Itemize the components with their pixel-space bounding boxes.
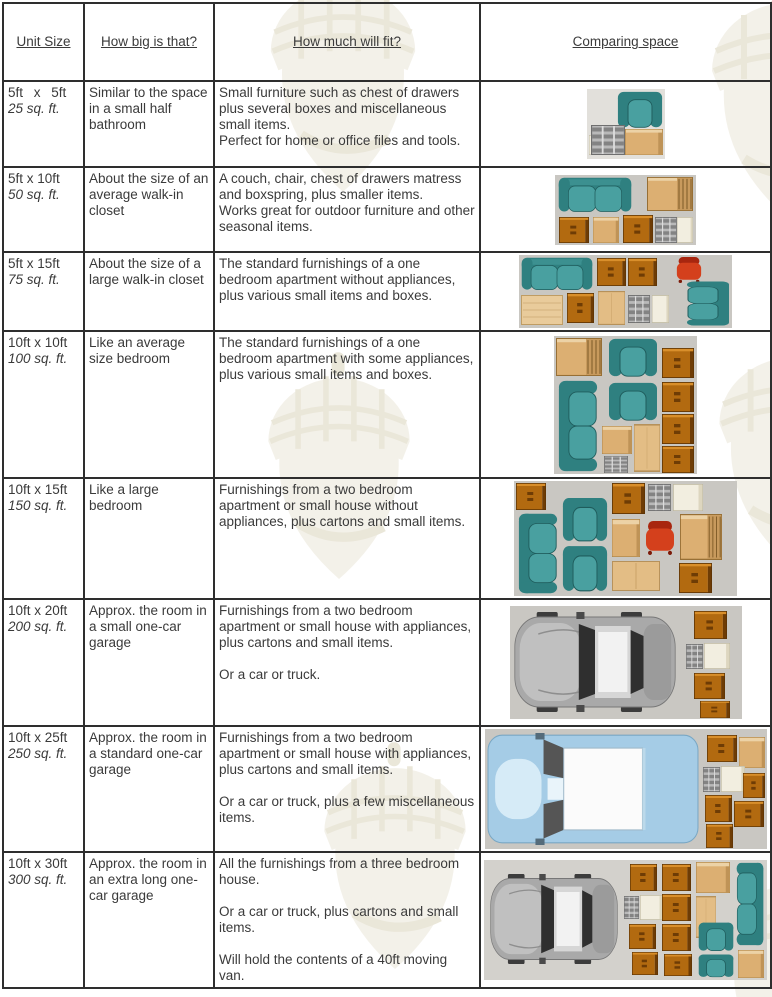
how-big-cell: Approx. the room in an extra long one-car garage (84, 852, 214, 988)
moving-box-icon (632, 952, 658, 975)
comparing-space-cell (480, 852, 771, 988)
carton-icon (696, 862, 730, 893)
moving-box-icon (628, 258, 657, 286)
moving-box-icon (559, 217, 589, 243)
header-row (3, 3, 771, 81)
how-big-cell: Similar to the space in a small half bathroom (84, 81, 214, 167)
moving-box-icon (743, 773, 765, 798)
moving-box-icon (567, 293, 594, 323)
moving-box-icon (679, 563, 712, 593)
floorplan-10x30-image (484, 860, 767, 980)
how-much-fit-cell (214, 726, 480, 852)
moving-box-icon (623, 215, 653, 243)
carton-icon (738, 950, 764, 978)
floorplan-10x10-image (554, 336, 697, 474)
how-big-cell: About the size of a large walk-in closet (84, 252, 214, 331)
moving-box-icon (706, 824, 733, 848)
carton-icon (739, 737, 765, 768)
storage-box-icon (677, 217, 693, 242)
fit-paragraph: Furnishings from a two bedroom apartment or small house without appliances, plus cartons and small items. (219, 482, 466, 529)
unit-size-value: 10ft x 20ft (8, 603, 68, 618)
unit-area-value: 50 sq. ft. (8, 187, 60, 202)
how-much-fit-cell (214, 81, 480, 167)
header-how-much-fit (214, 3, 480, 81)
comparing-space-cell (480, 252, 771, 331)
table-row (3, 81, 771, 167)
floorplan-10x15-image (514, 481, 737, 596)
comparing-space-cell (480, 726, 771, 852)
unit-size-value: 10ft x 25ft (8, 730, 68, 745)
table-row (3, 331, 771, 478)
unit-size-cell (3, 726, 84, 852)
moving-box-icon (662, 414, 694, 444)
unit-size-cell (3, 478, 84, 599)
unit-size-comparison-table (2, 2, 772, 989)
chest-of-drawers-icon (624, 896, 639, 918)
fit-paragraph: Furnishings from a two bedroom apartment or small house with appliances, plus cartons and small items. (219, 730, 472, 777)
how-much-fit-cell (214, 167, 480, 252)
floorplan-5x5-image (587, 89, 665, 159)
unit-area-value: 25 sq. ft. (8, 101, 60, 116)
unit-size-cell (3, 331, 84, 478)
moving-box-icon (705, 795, 732, 822)
how-much-fit-cell (214, 852, 480, 988)
comparing-space-cell (480, 331, 771, 478)
header-label: Comparing space (572, 34, 679, 49)
moving-box-icon (694, 673, 725, 699)
fit-paragraph: Or a car or truck, plus cartons and small items. (219, 904, 459, 935)
table-icon (612, 562, 659, 591)
sofa-icon (522, 258, 593, 290)
comparing-space-cell (480, 478, 771, 599)
fit-paragraph: A couch, chair, chest of drawers matress and boxspring, plus smaller items. (219, 171, 462, 202)
moving-box-icon (734, 801, 764, 827)
chest-of-drawers-icon (628, 295, 649, 322)
unit-size-cell (3, 852, 84, 988)
unit-area-value: 200 sq. ft. (8, 619, 68, 634)
carton-icon (625, 129, 663, 155)
table-icon (598, 292, 624, 325)
unit-size-value: 10ft x 10ft (8, 335, 68, 350)
armchair-icon (609, 382, 657, 419)
header-how-big (84, 3, 214, 81)
moving-box-icon (662, 864, 691, 891)
chest-of-drawers-icon (686, 644, 702, 668)
floorplan-10x25-image (485, 729, 767, 849)
fit-paragraph: Or a car or truck, plus a few miscellaneous items. (219, 794, 475, 825)
how-much-fit-cell (214, 478, 480, 599)
how-big-cell: Like an average size bedroom (84, 331, 214, 478)
sofa-icon (559, 177, 632, 211)
armchair-icon (699, 923, 734, 951)
moving-box-icon (629, 924, 656, 949)
table-row (3, 478, 771, 599)
unit-area-value: 100 sq. ft. (8, 351, 68, 366)
comparing-space-cell (480, 599, 771, 726)
header-label: How big is that? (100, 34, 198, 49)
header-label: How much will fit? (292, 34, 402, 49)
moving-box-icon (662, 894, 691, 921)
armchair-icon (609, 338, 657, 375)
storage-box-icon (673, 484, 702, 510)
carton-icon (602, 426, 632, 454)
unit-size-cell (3, 599, 84, 726)
car-icon (491, 874, 618, 964)
fit-paragraph: Will hold the contents of a 40ft moving van. (219, 952, 448, 983)
unit-size-cell (3, 167, 84, 252)
chair-icon (677, 257, 701, 283)
armchair-icon (617, 92, 661, 127)
storage-box-icon (721, 766, 744, 791)
unit-area-value: 300 sq. ft. (8, 872, 68, 887)
comparing-space-cell (480, 81, 771, 167)
moving-box-icon (516, 483, 546, 510)
unit-size-value: 5ft x 10ft (8, 171, 60, 186)
chest-of-drawers-icon (648, 484, 670, 510)
how-much-fit-cell (214, 252, 480, 331)
chest-of-drawers-icon (591, 126, 624, 155)
unit-area-value: 150 sq. ft. (8, 498, 68, 513)
header-unit-size (3, 3, 84, 81)
chest-of-drawers-icon (655, 217, 676, 242)
storage-box-icon (704, 643, 729, 668)
unit-area-value: 250 sq. ft. (8, 746, 68, 761)
chest-of-drawers-icon (703, 767, 719, 791)
unit-size-value: 5ft x 15ft (8, 256, 60, 271)
table-row (3, 252, 771, 331)
armchair-icon (563, 498, 607, 541)
unit-size-cell (3, 252, 84, 331)
header-comparing-space (480, 3, 771, 81)
moving-box-icon (707, 735, 737, 762)
fit-paragraph: Or a car or truck. (219, 667, 321, 682)
unit-size-value: 10ft x 15ft (8, 482, 68, 497)
how-big-cell: Approx. the room in a standard one-car garage (84, 726, 214, 852)
fit-paragraph: All the furnishings from a three bedroom house. (219, 856, 460, 887)
how-much-fit-cell (214, 599, 480, 726)
chest-of-drawers-icon (604, 456, 627, 472)
cabinet-icon (648, 177, 693, 210)
storage-box-icon (652, 295, 669, 322)
table-row (3, 726, 771, 852)
moving-box-icon (662, 446, 694, 473)
carton-icon (593, 217, 619, 243)
table-row (3, 167, 771, 252)
how-much-fit-cell (214, 331, 480, 478)
mattress-icon (521, 296, 562, 325)
storage-box-icon (640, 895, 662, 919)
moving-box-icon (662, 382, 694, 412)
unit-size-cell (3, 81, 84, 167)
comparing-space-cell (480, 167, 771, 252)
carton-icon (612, 519, 640, 557)
table-row (3, 599, 771, 726)
unit-size-value: 5ft x 5ft (8, 85, 67, 100)
how-big-cell: Approx. the room in a small one-car garage (84, 599, 214, 726)
unit-size-value: 10ft x 30ft (8, 856, 68, 871)
armchair-icon (563, 546, 607, 591)
moving-box-icon (662, 924, 691, 951)
car-icon (514, 612, 674, 712)
floorplan-5x10-image (555, 175, 696, 245)
moving-box-icon (597, 258, 626, 286)
how-big-cell: Like a large bedroom (84, 478, 214, 599)
moving-box-icon (662, 348, 694, 378)
armchair-icon (699, 955, 734, 977)
moving-box-icon (700, 701, 730, 718)
truck-icon (488, 733, 698, 845)
fit-paragraph: Perfect for home or office files and tools. (219, 133, 461, 148)
header-label: Unit Size (16, 34, 71, 49)
table-icon (634, 424, 659, 470)
cabinet-icon (557, 338, 602, 375)
floorplan-5x15-image (519, 255, 732, 328)
cabinet-icon (680, 515, 721, 560)
fit-paragraph: Furnishings from a two bedroom apartment or small house with appliances, plus cartons and small items. (219, 603, 472, 650)
floorplan-10x20-image (510, 606, 742, 719)
fit-paragraph: The standard furnishings of a one bedroom apartment with some appliances, plus various small items and boxes. (219, 335, 474, 382)
moving-box-icon (612, 483, 645, 514)
table-row (3, 852, 771, 988)
unit-area-value: 75 sq. ft. (8, 272, 60, 287)
fit-paragraph: Small furniture such as chest of drawers plus several boxes and miscellaneous small items. (219, 85, 460, 132)
moving-box-icon (694, 611, 727, 639)
fit-paragraph: The standard furnishings of a one bedroom apartment without appliances, plus various small items and boxes. (219, 256, 456, 303)
moving-box-icon (630, 864, 657, 891)
moving-box-icon (664, 954, 692, 976)
how-big-cell: About the size of an average walk-in closet (84, 167, 214, 252)
fit-paragraph: Works great for outdoor furniture and other seasonal items. (219, 203, 475, 234)
chair-icon (646, 521, 674, 555)
